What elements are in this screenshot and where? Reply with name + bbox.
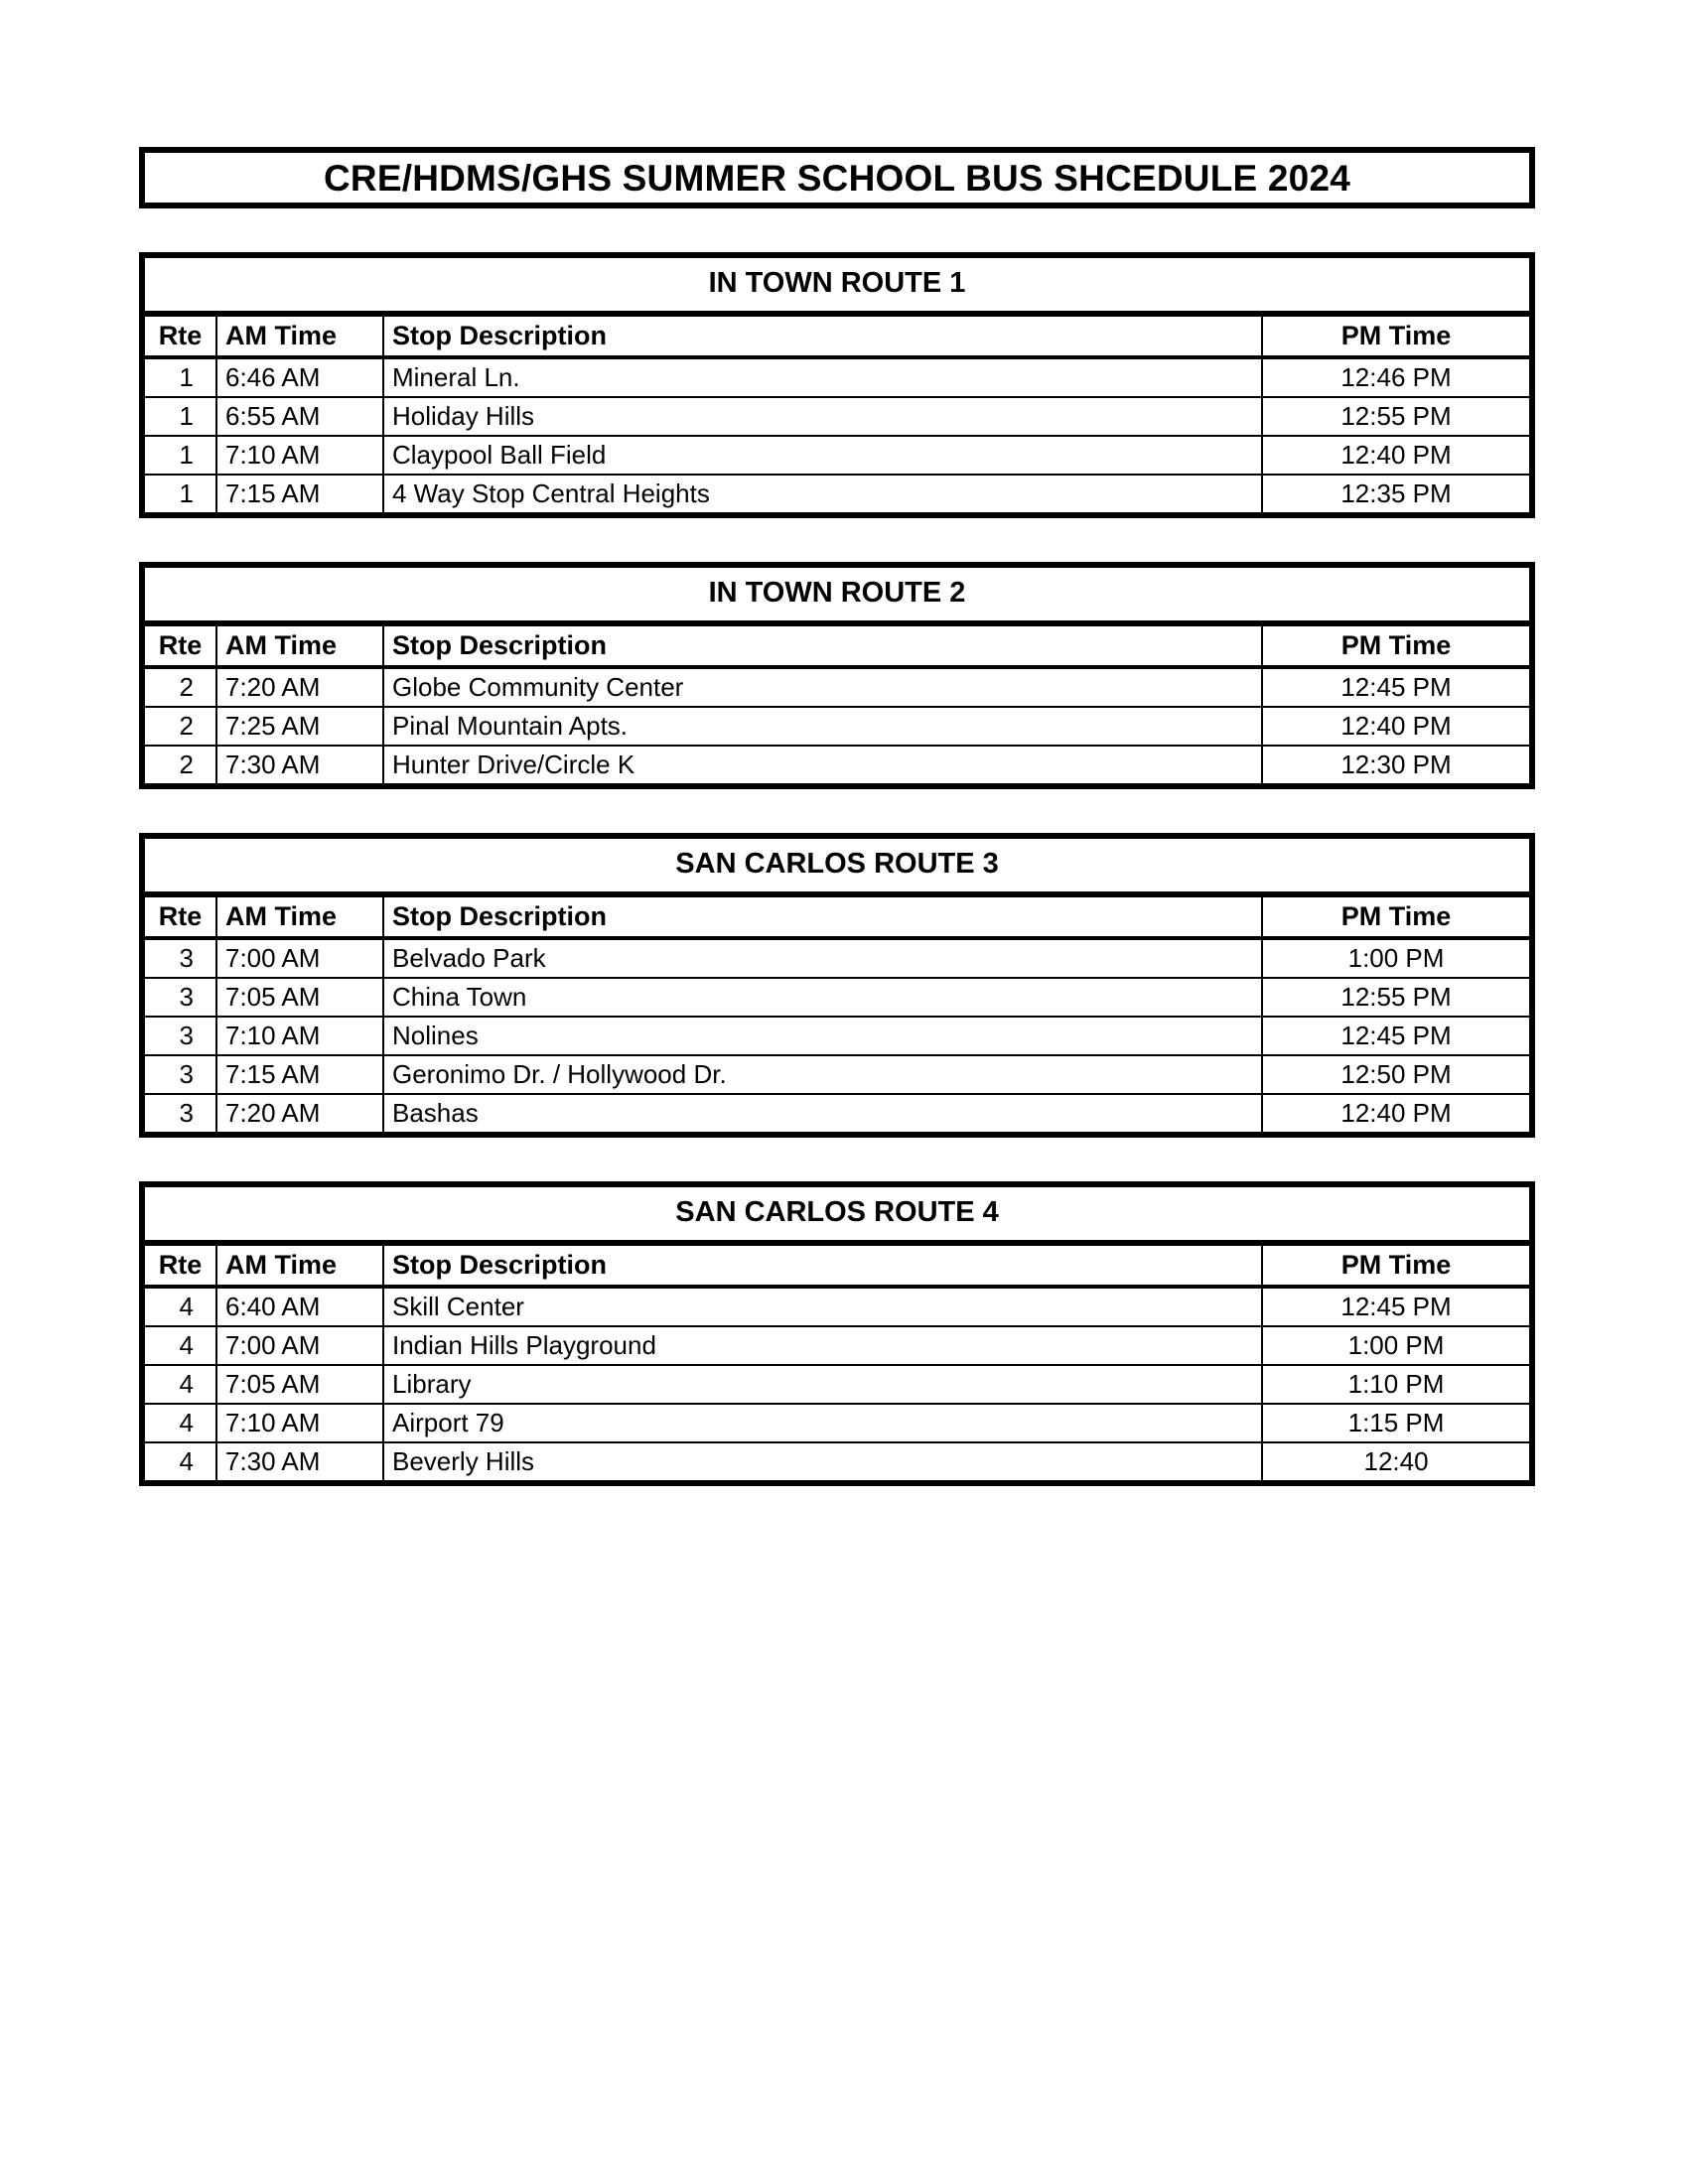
cell-pm-time: 1:00 PM [1262,938,1529,978]
cell-pm-time: 12:40 [1262,1442,1529,1480]
cell-rte: 4 [145,1404,216,1442]
table-row [145,436,1529,475]
route-heading-row [145,1187,1529,1243]
schedule-table [145,1187,1529,1480]
cell-am-time: 7:20 AM [216,667,383,707]
cell-pm-time: 1:15 PM [1262,1404,1529,1442]
cell-pm-time: 12:40 PM [1262,1094,1529,1132]
column-header-stop-description: Stop Description [383,314,1262,357]
schedule-table [145,258,1529,512]
cell-pm-time: 12:45 PM [1262,1017,1529,1055]
table-row [145,397,1529,436]
cell-am-time: 7:10 AM [216,1017,383,1055]
cell-stop-description: Hunter Drive/Circle K [383,746,1262,783]
cell-stop-description: Geronimo Dr. / Hollywood Dr. [383,1055,1262,1094]
table-row [145,1404,1529,1442]
cell-rte: 2 [145,667,216,707]
column-header-row [145,623,1529,667]
cell-am-time: 7:10 AM [216,1404,383,1442]
column-header-rte: Rte [145,1243,216,1287]
cell-rte: 1 [145,436,216,475]
cell-pm-time: 12:45 PM [1262,1287,1529,1326]
cell-rte: 4 [145,1287,216,1326]
column-header-pm-time: PM Time [1262,314,1529,357]
cell-stop-description: Bashas [383,1094,1262,1132]
column-header-pm-time: PM Time [1262,1243,1529,1287]
cell-rte: 1 [145,397,216,436]
cell-stop-description: Globe Community Center [383,667,1262,707]
cell-am-time: 7:30 AM [216,1442,383,1480]
column-header-am-time: AM Time [216,894,383,938]
cell-stop-description: Belvado Park [383,938,1262,978]
table-row [145,1017,1529,1055]
column-header-row [145,894,1529,938]
table-row [145,475,1529,512]
cell-pm-time: 1:00 PM [1262,1326,1529,1365]
column-header-rte: Rte [145,894,216,938]
cell-rte: 4 [145,1442,216,1480]
table-row [145,667,1529,707]
route-heading: IN TOWN ROUTE 1 [145,258,1529,314]
column-header-stop-description: Stop Description [383,623,1262,667]
table-row [145,357,1529,397]
cell-pm-time: 1:10 PM [1262,1365,1529,1404]
column-header-am-time: AM Time [216,623,383,667]
table-row [145,746,1529,783]
column-header-rte: Rte [145,623,216,667]
table-row [145,707,1529,746]
cell-am-time: 7:20 AM [216,1094,383,1132]
document-body [139,147,1535,1486]
cell-pm-time: 12:50 PM [1262,1055,1529,1094]
schedule-table [145,839,1529,1132]
cell-rte: 1 [145,475,216,512]
cell-pm-time: 12:40 PM [1262,707,1529,746]
table-row [145,1442,1529,1480]
cell-pm-time: 12:40 PM [1262,436,1529,475]
cell-am-time: 7:05 AM [216,978,383,1017]
cell-rte: 2 [145,746,216,783]
route-table [139,562,1535,789]
cell-pm-time: 12:30 PM [1262,746,1529,783]
column-header-stop-description: Stop Description [383,1243,1262,1287]
column-header-pm-time: PM Time [1262,623,1529,667]
cell-stop-description: Skill Center [383,1287,1262,1326]
cell-pm-time: 12:45 PM [1262,667,1529,707]
table-row [145,1326,1529,1365]
table-row [145,1365,1529,1404]
cell-rte: 2 [145,707,216,746]
column-header-row [145,314,1529,357]
route-heading-row [145,568,1529,623]
cell-rte: 3 [145,938,216,978]
cell-am-time: 6:40 AM [216,1287,383,1326]
column-header-rte: Rte [145,314,216,357]
cell-am-time: 7:05 AM [216,1365,383,1404]
cell-am-time: 6:46 AM [216,357,383,397]
cell-stop-description: Holiday Hills [383,397,1262,436]
table-row [145,1055,1529,1094]
cell-am-time: 7:00 AM [216,938,383,978]
route-table [139,1181,1535,1486]
table-row [145,938,1529,978]
route-tables-container [139,252,1535,1486]
cell-am-time: 7:00 AM [216,1326,383,1365]
cell-am-time: 7:15 AM [216,475,383,512]
cell-stop-description: Beverly Hills [383,1442,1262,1480]
route-table [139,833,1535,1138]
cell-rte: 1 [145,357,216,397]
route-heading: IN TOWN ROUTE 2 [145,568,1529,623]
schedule-table [145,568,1529,783]
cell-stop-description: 4 Way Stop Central Heights [383,475,1262,512]
cell-stop-description: Airport 79 [383,1404,1262,1442]
column-header-am-time: AM Time [216,314,383,357]
column-header-stop-description: Stop Description [383,894,1262,938]
cell-am-time: 7:30 AM [216,746,383,783]
cell-rte: 3 [145,1017,216,1055]
cell-stop-description: Nolines [383,1017,1262,1055]
route-table [139,252,1535,518]
cell-rte: 3 [145,1094,216,1132]
cell-rte: 3 [145,1055,216,1094]
cell-stop-description: Claypool Ball Field [383,436,1262,475]
cell-pm-time: 12:55 PM [1262,978,1529,1017]
cell-rte: 3 [145,978,216,1017]
cell-stop-description: Indian Hills Playground [383,1326,1262,1365]
column-header-row [145,1243,1529,1287]
page-title: CRE/HDMS/GHS SUMMER SCHOOL BUS SHCEDULE 2024 [324,157,1350,199]
cell-am-time: 6:55 AM [216,397,383,436]
column-header-pm-time: PM Time [1262,894,1529,938]
cell-stop-description: Mineral Ln. [383,357,1262,397]
route-heading: SAN CARLOS ROUTE 3 [145,839,1529,894]
cell-pm-time: 12:46 PM [1262,357,1529,397]
table-row [145,978,1529,1017]
cell-pm-time: 12:35 PM [1262,475,1529,512]
table-row [145,1094,1529,1132]
cell-stop-description: China Town [383,978,1262,1017]
document-title-banner [139,147,1535,208]
cell-stop-description: Pinal Mountain Apts. [383,707,1262,746]
column-header-am-time: AM Time [216,1243,383,1287]
cell-stop-description: Library [383,1365,1262,1404]
route-heading-row [145,839,1529,894]
route-heading-row [145,258,1529,314]
table-row [145,1287,1529,1326]
cell-rte: 4 [145,1326,216,1365]
route-heading: SAN CARLOS ROUTE 4 [145,1187,1529,1243]
cell-am-time: 7:10 AM [216,436,383,475]
cell-rte: 4 [145,1365,216,1404]
cell-am-time: 7:15 AM [216,1055,383,1094]
cell-pm-time: 12:55 PM [1262,397,1529,436]
cell-am-time: 7:25 AM [216,707,383,746]
